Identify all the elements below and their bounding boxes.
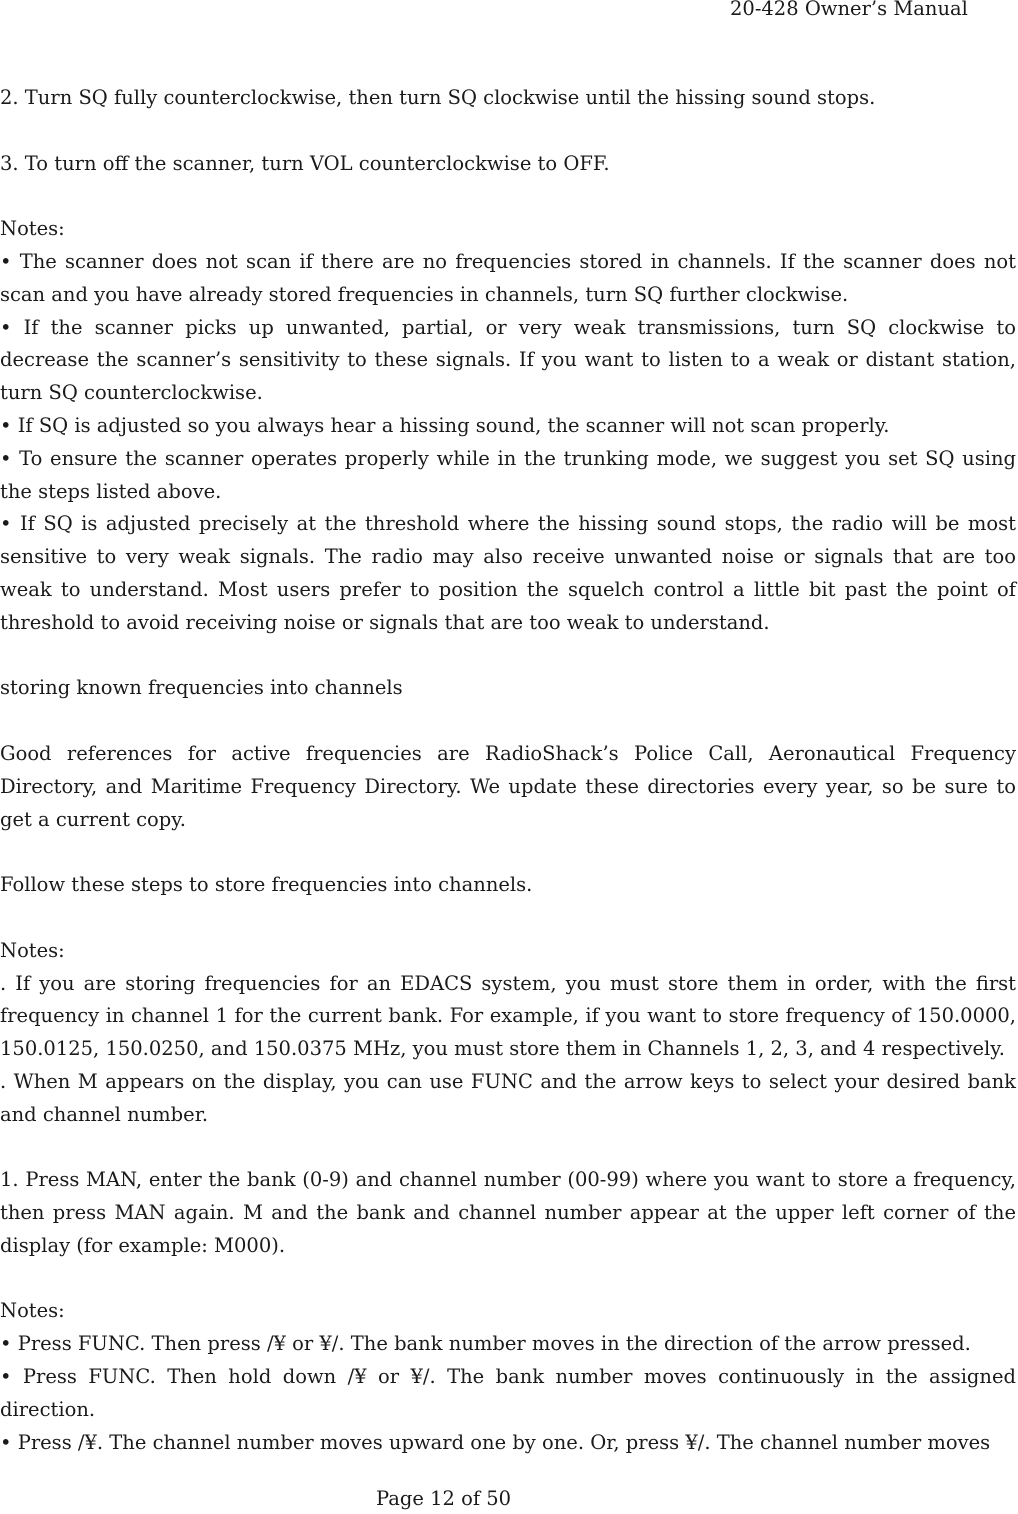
text-line: 2. Turn SQ fully counterclockwise, then turn SQ clockwise until the hissing sound stops.	[0, 86, 876, 109]
notes-heading: Notes:	[0, 1299, 65, 1323]
note-item: . If you are storing frequencies for an EDACS system, you must store them in order, with the first frequency in channel 1 for the current bank. For example, if you want to store frequency of 150.0000, 150.0125, 150.0250, and 150.0375 MHz, you must store them in Channels 1, 2, 3, and 4 respectively.	[0, 971, 1016, 1061]
note-item: • The scanner does not scan if there are no frequencies stored in channels. If the scanner does not scan and you have already stored frequencies in channels, turn SQ further clockwise.	[0, 249, 1016, 306]
note-item: • If SQ is adjusted precisely at the threshold where the hissing sound stops, the radio will be most sensitive to very weak signals. The radio may also receive unwanted noise or signals that are too weak to understand. Most users prefer to position the squelch control a little bit past the point of threshold to avoid receiving noise or signals that are too weak to understand.	[0, 512, 1016, 634]
note-item: • Press FUNC. Then hold down /¥ or ¥/. The bank number moves continuously in the assigned direction.	[0, 1365, 1016, 1421]
note-item: • To ensure the scanner operates properly while in the trunking mode, we suggest you set SQ using the steps listed above.	[0, 446, 1016, 503]
paragraph-notes-edacs	[0, 935, 1016, 1132]
note-item: • Press FUNC. Then press /¥ or ¥/. The bank number moves in the direction of the arrow pressed.	[0, 1332, 971, 1356]
text-line: storing known frequencies into channels	[0, 676, 403, 700]
page-header: 20-428 Owner’s Manual	[730, 0, 968, 20]
text-line: 3. To turn off the scanner, turn VOL counterclockwise to OFF.	[0, 151, 610, 175]
section-heading	[0, 672, 1016, 705]
notes-heading: Notes:	[0, 217, 65, 241]
paragraph-step-3	[0, 148, 1016, 181]
note-item: • Press /¥. The channel number moves upward one by one. Or, press ¥/. The channel number moves	[0, 1430, 991, 1454]
page-number: Page 12 of 50	[376, 1487, 512, 1510]
note-item: • If SQ is adjusted so you always hear a hissing sound, the scanner will not scan properly.	[0, 413, 890, 437]
note-item: . When M appears on the display, you can use FUNC and the arrow keys to select your desired bank and channel number.	[0, 1069, 1016, 1126]
notes-heading: Notes:	[0, 938, 65, 962]
paragraph-notes-squelch	[0, 213, 1016, 639]
paragraph-step-2	[0, 82, 1016, 115]
paragraph-follow-steps	[0, 869, 1016, 902]
note-item: • If the scanner picks up unwanted, partial, or very weak transmissions, turn SQ clockwise to decrease the scanner’s sensitivity to these signals. If you want to listen to a weak or distant station, turn SQ counterclockwise.	[0, 315, 1016, 405]
text-line: 1. Press MAN, enter the bank (0-9) and channel number (00-99) where you want to store a frequency, then press MAN again. M and the bank and channel number appear at the upper left corner of the display (for example: M000).	[0, 1168, 1016, 1257]
paragraph-step-1	[0, 1164, 1016, 1262]
paragraph-notes-func	[0, 1295, 1016, 1459]
text-line: Good references for active frequencies are RadioShack’s Police Call, Aeronautical Frequency Directory, and Maritime Frequency Directory. We update these directories every year, so be sure to get a current copy.	[0, 741, 1016, 831]
document-body	[0, 82, 1016, 1492]
paragraph-references	[0, 738, 1016, 836]
text-line: Follow these steps to store frequencies into channels.	[0, 873, 533, 897]
